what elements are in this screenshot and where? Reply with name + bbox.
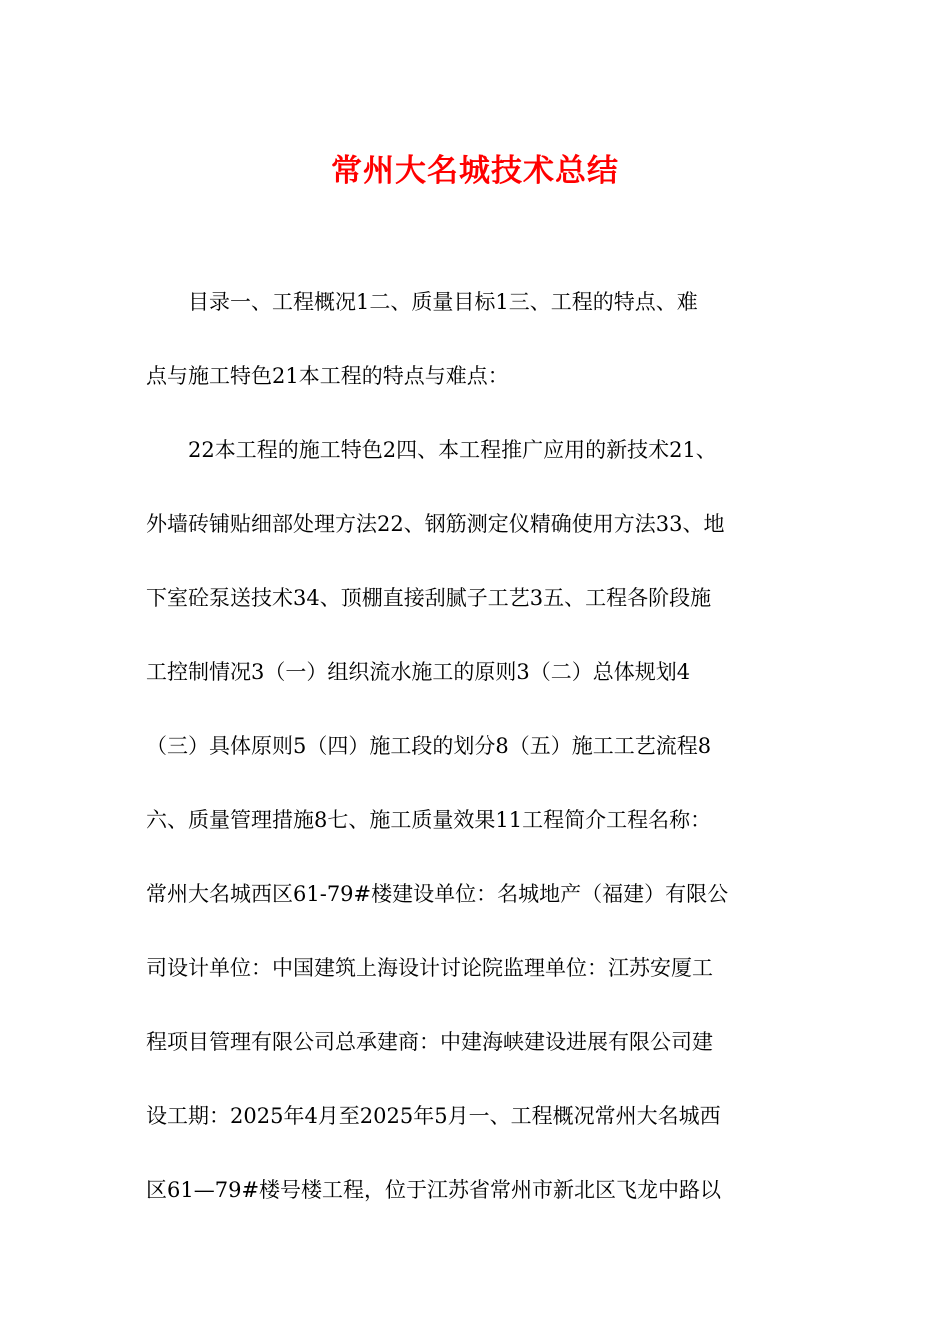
paragraph-line: 常州大名城西区61-79#楼建设单位：名城地产（福建）有限公 <box>146 882 729 906</box>
paragraph-line: 下室砼泵送技术34、顶棚直接刮腻子工艺3五、工程各阶段施 <box>146 586 712 610</box>
paragraph-line: 司设计单位：中国建筑上海设计讨论院监理单位：江苏安厦工 <box>146 956 713 980</box>
paragraph-line: 目录一、工程概况1二、质量目标1三、工程的特点、难 <box>188 290 698 314</box>
paragraph-line: 点与施工特色21本工程的特点与难点： <box>146 364 509 388</box>
paragraph-line: （三）具体原则5（四）施工段的划分8（五）施工工艺流程8 <box>146 734 712 758</box>
paragraph-line: 六、质量管理措施8七、施工质量效果11工程简介工程名称： <box>146 808 712 832</box>
paragraph-line: 设工期：2025年4月至2025年5月一、工程概况常州大名城西 <box>146 1104 721 1128</box>
paragraph-line: 外墙砖铺贴细部处理方法22、钢筋测定仪精确使用方法33、地 <box>146 512 725 536</box>
paragraph-line: 工控制情况3（一）组织流水施工的原则3（二）总体规划4 <box>146 660 691 684</box>
document-body <box>146 277 806 1239</box>
document-title: 常州大名城技术总结 <box>331 153 619 189</box>
paragraph-line: 程项目管理有限公司总承建商：中建海峡建设进展有限公司建 <box>146 1030 713 1054</box>
paragraph-line: 22本工程的施工特色2四、本工程推广应用的新技术21、 <box>188 438 717 462</box>
paragraph-line: 区61—79#楼号楼工程，位于江苏省常州市新北区飞龙中路以 <box>146 1178 722 1202</box>
